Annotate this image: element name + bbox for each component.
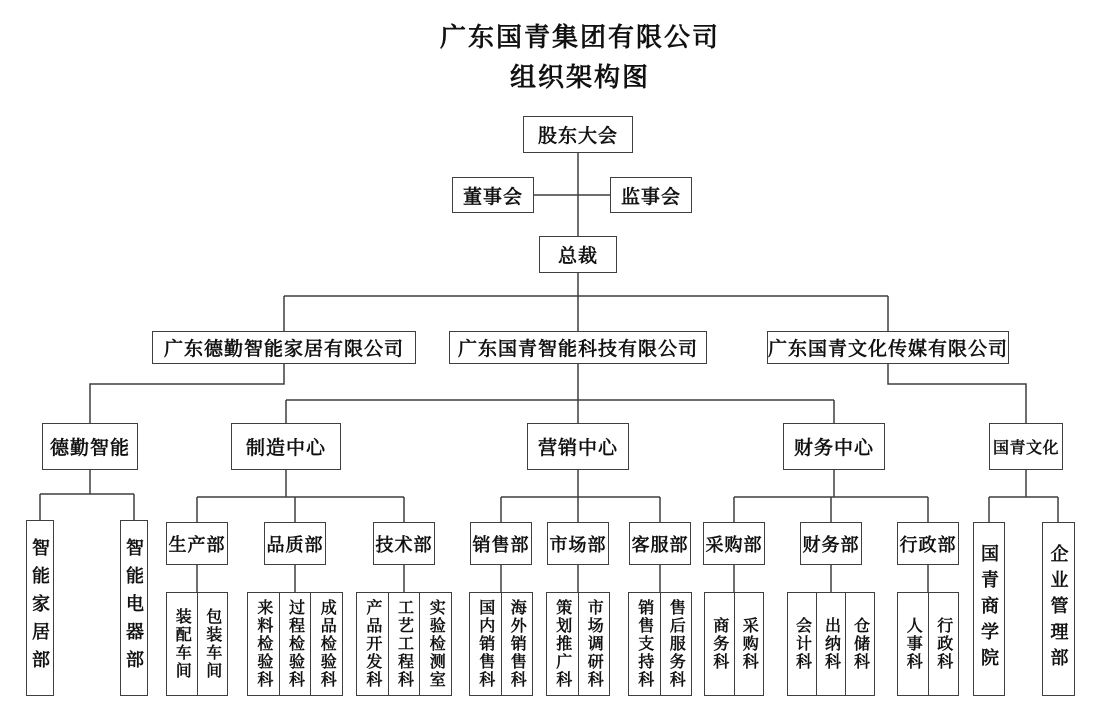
section-cell-lab-testing: 实验检测室 [419, 593, 451, 695]
section-group-quality [247, 592, 343, 696]
line-subsidiaryB-centers [286, 364, 834, 423]
line-president-subsidiaries [284, 273, 888, 331]
section-cell-packaging: 包装车间 [197, 593, 228, 695]
line-subsidiaryC-center [888, 364, 1026, 423]
section-group-service [628, 592, 692, 696]
line-manufacturing-departments [197, 470, 404, 522]
section-cell-final-inspection: 成品检验科 [310, 593, 342, 695]
section-cell-product-dev: 产品开发科 [363, 599, 381, 689]
center-box-marketing: 营销中心 [527, 423, 629, 470]
section-cell-process-inspection: 过程检验科 [279, 593, 311, 695]
section-group-sales [469, 592, 533, 696]
line-marketing-departments [501, 470, 660, 522]
department-box-smart-appliance: 智能电器部 [120, 520, 148, 696]
line-departments-sections [197, 565, 928, 592]
department-box-production: 生产部 [166, 522, 228, 565]
section-cell-warehouse: 仓储科 [845, 593, 874, 695]
org-box-supervisory: 监事会 [610, 177, 692, 213]
section-cell-accounting: 会计科 [793, 617, 811, 671]
org-box-president: 总裁 [539, 236, 617, 273]
section-group-production [166, 592, 228, 696]
department-box-admin: 行政部 [897, 522, 959, 565]
center-box-deqin: 德勤智能 [42, 423, 138, 470]
center-box-culture: 国青文化 [989, 423, 1063, 470]
section-cell-planning-promotion: 策划推广科 [553, 599, 571, 689]
center-box-manufacturing: 制造中心 [231, 423, 341, 470]
line-subsidiaryA-center [90, 364, 284, 423]
section-cell-domestic-sales: 国内销售科 [476, 599, 494, 689]
line-deqin-departments [40, 470, 134, 520]
section-cell-commerce: 商务科 [710, 617, 728, 671]
department-box-accounting: 财务部 [800, 522, 862, 565]
line-finance-departments [734, 470, 928, 522]
department-box-market: 市场部 [547, 522, 609, 565]
department-box-quality: 品质部 [264, 522, 326, 565]
line-culture-departments [989, 470, 1058, 522]
subsidiary-box-guoqing-media: 广东国青文化传媒有限公司 [767, 331, 1009, 364]
department-box-purchasing: 采购部 [703, 522, 765, 565]
department-box-technology: 技术部 [373, 522, 435, 565]
department-box-business-school: 国青商学院 [973, 522, 1005, 696]
section-cell-process-engineering: 工艺工程科 [388, 593, 420, 695]
department-box-service: 客服部 [629, 522, 691, 565]
section-group-market [546, 592, 610, 696]
section-cell-overseas-sales: 海外销售科 [501, 593, 533, 695]
section-cell-assembly: 装配车间 [173, 608, 191, 680]
section-group-admin [897, 592, 959, 696]
chart-subtitle: 组织架构图 [509, 63, 650, 92]
section-cell-after-sales: 售后服务科 [660, 593, 692, 695]
section-cell-cashier: 出纳科 [816, 593, 845, 695]
section-cell-hr: 人事科 [904, 617, 922, 671]
section-cell-market-research: 市场调研科 [578, 593, 610, 695]
section-group-technology [356, 592, 452, 696]
section-cell-procurement: 采购科 [734, 593, 764, 695]
section-cell-administration: 行政科 [928, 593, 959, 695]
department-box-enterprise-mgmt: 企业管理部 [1042, 522, 1075, 696]
section-group-purchasing [704, 592, 764, 696]
center-box-finance: 财务中心 [783, 423, 885, 470]
org-box-shareholders: 股东大会 [523, 116, 633, 153]
section-cell-incoming-inspection: 来料检验科 [254, 599, 272, 689]
section-cell-sales-support: 销售支持科 [635, 599, 653, 689]
chart-title: 广东国青集团有限公司 [439, 23, 720, 52]
department-box-sales: 销售部 [470, 522, 532, 565]
section-group-accounting [787, 592, 875, 696]
org-box-board: 董事会 [452, 177, 534, 213]
department-box-smart-home: 智能家居部 [26, 520, 54, 696]
subsidiary-box-guoqing-tech: 广东国青智能科技有限公司 [449, 331, 707, 364]
subsidiary-box-deqin-home: 广东德勤智能家居有限公司 [152, 331, 416, 364]
